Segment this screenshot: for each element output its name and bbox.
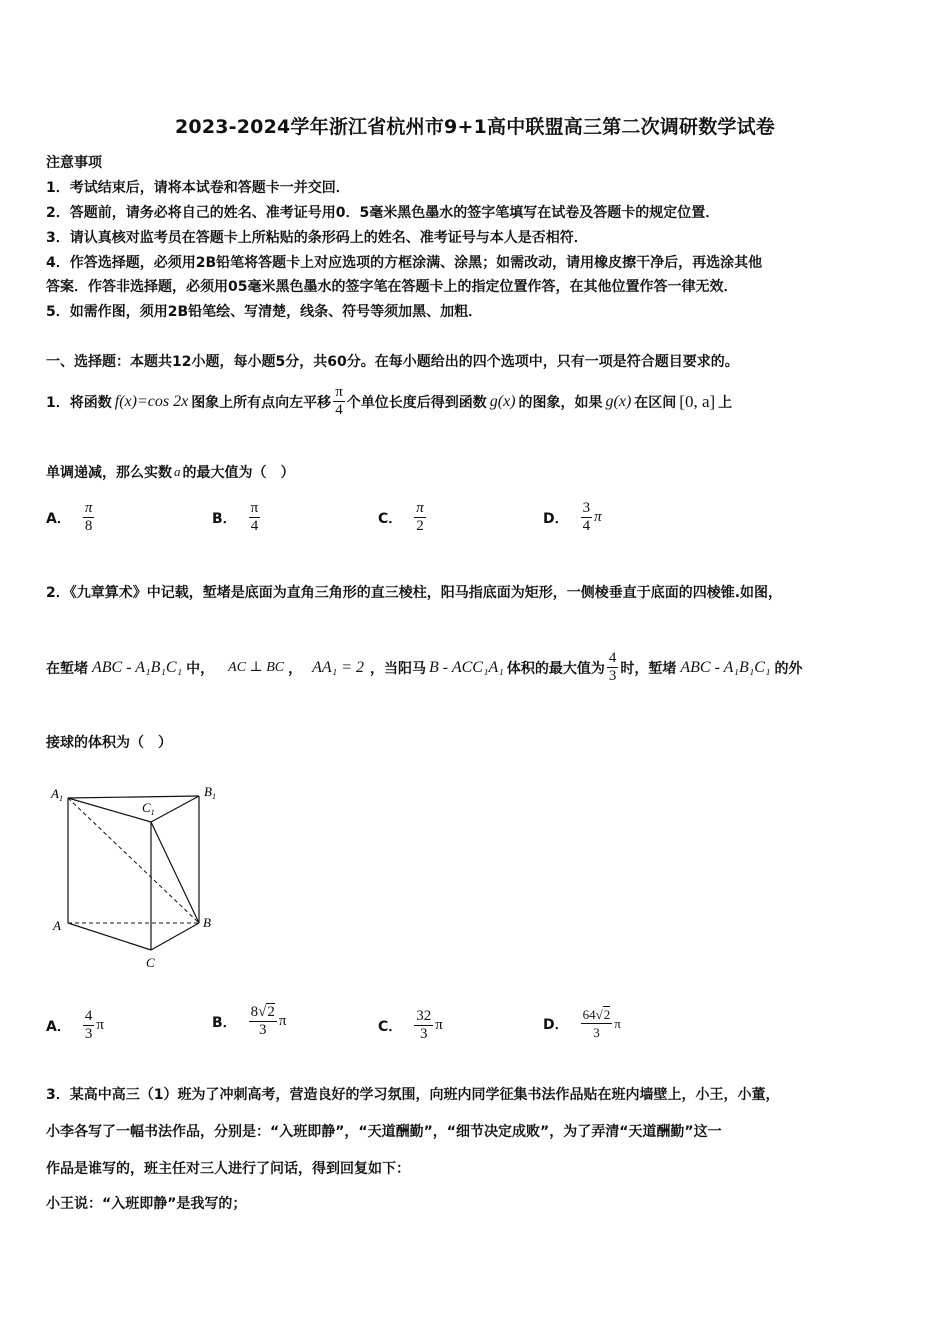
notice-item: 2．答题前，请务必将自己的姓名、准考证号用0．5毫米黑色墨水的签字笔填写在试卷及答题卡的规定位置． [46,205,720,221]
question-1-stem-cont: 单调递减，那么实数 a 的最大值为（ ） [46,464,295,481]
prism-figure [44,780,234,980]
page-title: 2023-2024学年浙江省杭州市9+1高中联盟高三第二次调研数学试卷 [174,116,775,138]
vertex-label-c: C [146,955,155,970]
function-f: f(x)=cos 2x [114,392,189,410]
notice-heading: 注意事项 [46,155,102,171]
question-3-stem: 小王说：“入班即静”是我写的； [46,1196,247,1212]
vertex-label-a: A [53,918,61,933]
vertex-label-a1: $A_1$ [51,786,63,803]
interval: [0, a] [679,391,716,411]
question-3-stem: 小李各写了一幅书法作品，分别是：“入班即静”，“天道酬勤”，“细节决定成败”，为了弄清“天道酬勤”这一 [46,1124,722,1140]
function-g: g(x) [605,392,632,410]
function-g: g(x) [489,392,516,410]
q1-option-d[interactable]: D． $\frac{3}{4}$ π [543,500,602,534]
q1-option-c[interactable]: C． $\frac{\pi}{2}$ [378,500,424,534]
shift-fraction: $\frac{\pi}{4}$ [335,384,343,418]
question-2-stem-cont: 在堑堵 ABC - A₁B₁C₁ 中， AC ⊥ BC ， AA₁ = 2 ，当阳马 B - ACC₁A₁ 体积的最大值为 $\frac{4}{3}$ 时，堑堵 ABC - A₁B₁C₁ 的外 [46,650,803,684]
notice-item: 4．作答选择题，必须用2B铅笔将答题卡上对应选项的方框涂满、涂黑；如需改动，请用橡皮擦干净后，再选涂其他 [46,255,763,271]
question-3-stem: 3．某高中高三（1）班为了冲刺高考，营造良好的学习氛围，向班内同学征集书法作品贴在班内墙壁上，小王，小董， [46,1087,780,1103]
section-heading: 一、选择题：本题共12小题，每小题5分，共60分。在每小题给出的四个选项中，只有一项是符合题目要求的。 [46,354,739,370]
q2-option-c[interactable]: C． $\frac{32}{3}$ π [378,1008,443,1042]
vertex-label-c1: $C_1$ [142,800,155,817]
question-2-stem-end: 接球的体积为（ ） [46,735,172,751]
vertex-label-b1: $B_1$ [204,784,216,801]
q2-option-a[interactable]: A． $\frac{4}{3}$ π [46,1008,104,1042]
question-2-stem: 2．《九章算术》中记载，堑堵是底面为直角三角形的直三棱柱，阳马指底面为矩形，一侧棱垂直于底面的四棱锥.如图， [46,585,783,601]
notice-item: 5．如需作图，须用2B铅笔绘、写清楚，线条、符号等须加黑、加粗． [46,304,483,320]
question-3-stem: 作品是谁写的，班主任对三人进行了问话，得到回复如下： [46,1161,410,1177]
q2-option-b[interactable]: B． $\frac{8√2}{3}$ π [212,1004,287,1038]
vertex-label-b: B [203,915,211,930]
notice-item: 答案．作答非选择题，必须用05毫米黑色墨水的签字笔在答题卡上的指定位置作答，在其他位置作答一律无效． [46,279,738,295]
q1-option-b[interactable]: B． $\frac{\pi}{4}$ [212,500,259,534]
q2-option-d[interactable]: D． $\frac{64√2}{3}$ π [543,1007,621,1040]
q1-option-a[interactable]: A． $\frac{\pi}{8}$ [46,500,93,534]
notice-item: 3．请认真核对监考员在答题卡上所粘贴的条形码上的姓名、准考证号与本人是否相符． [46,230,588,246]
notice-item: 1．考试结束后，请将本试卷和答题卡一并交回． [46,180,350,196]
question-1-stem: 1．将函数 f(x)=cos 2x 图象上所有点向左平移 $\frac{\pi}{4}$ 个单位长度后得到函数 g(x) 的图象，如果 g(x) 在区间 [0, a] 上 [46,384,733,418]
